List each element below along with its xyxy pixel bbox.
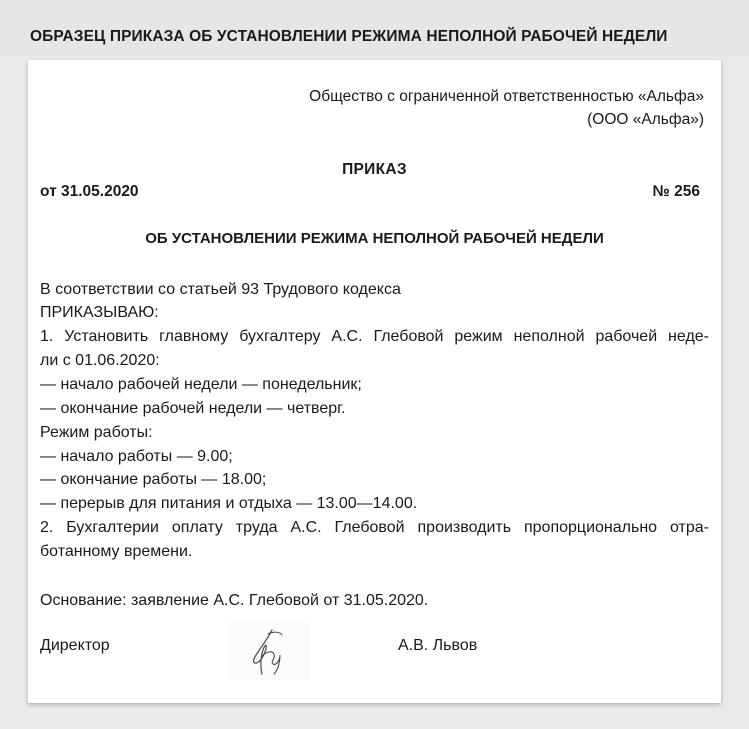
document-subject: ОБ УСТАНОВЛЕНИИ РЕЖИМА НЕПОЛНОЙ РАБОЧЕЙ НЕДЕЛИ (145, 230, 604, 247)
body-line-item-2: 2. Бухгалтерии оплату труда А.С. Глебовой производить пропорционально отра- (40, 519, 709, 536)
signer-position: Директор (40, 637, 110, 654)
document-date: от 31.05.2020 (40, 183, 139, 200)
body-line-item-1-cont: ли с 01.06.2020: (40, 352, 160, 369)
body-line-week-start: — начало рабочей недели — понедельник; (40, 376, 362, 393)
body-line-order: ПРИКАЗЫВАЮ: (40, 304, 159, 321)
body-line-item-2-cont: ботанному времени. (40, 543, 193, 560)
page-header (0, 0, 749, 56)
body-line-break: — перерыв для питания и отдыха — 13.00—14.00. (40, 495, 418, 512)
document-sheet (28, 60, 721, 703)
signer-name: А.В. Львов (398, 637, 478, 654)
body-line-item-1: 1. Установить главному бухгалтеру А.С. Глебовой режим неполной рабочей неде- (40, 328, 709, 345)
body-line-work-end: — окончание работы — 18.00; (40, 471, 267, 488)
basis-line: Основание: заявление А.С. Глебовой от 31.05.2020. (40, 592, 429, 609)
body-line-week-end: — окончание рабочей недели — четверг. (40, 400, 346, 417)
signature-image (228, 622, 310, 680)
document-type-title: ПРИКАЗ (342, 161, 407, 178)
page-title: ОБРАЗЕЦ ПРИКАЗА ОБ УСТАНОВЛЕНИИ РЕЖИМА НЕПОЛНОЙ РАБОЧЕЙ НЕДЕЛИ (30, 28, 668, 45)
body-line-schedule: Режим работы: (40, 424, 153, 441)
body-line-preamble: В соответствии со статьей 93 Трудового кодекса (40, 281, 401, 298)
signature-scribble-icon (228, 622, 310, 680)
organization-short-name: (ООО «Альфа») (587, 111, 704, 128)
document-number: № 256 (652, 183, 700, 200)
organization-full-name: Общество с ограниченной ответственностью «Альфа» (309, 88, 704, 105)
body-line-work-start: — начало работы — 9.00; (40, 448, 233, 465)
